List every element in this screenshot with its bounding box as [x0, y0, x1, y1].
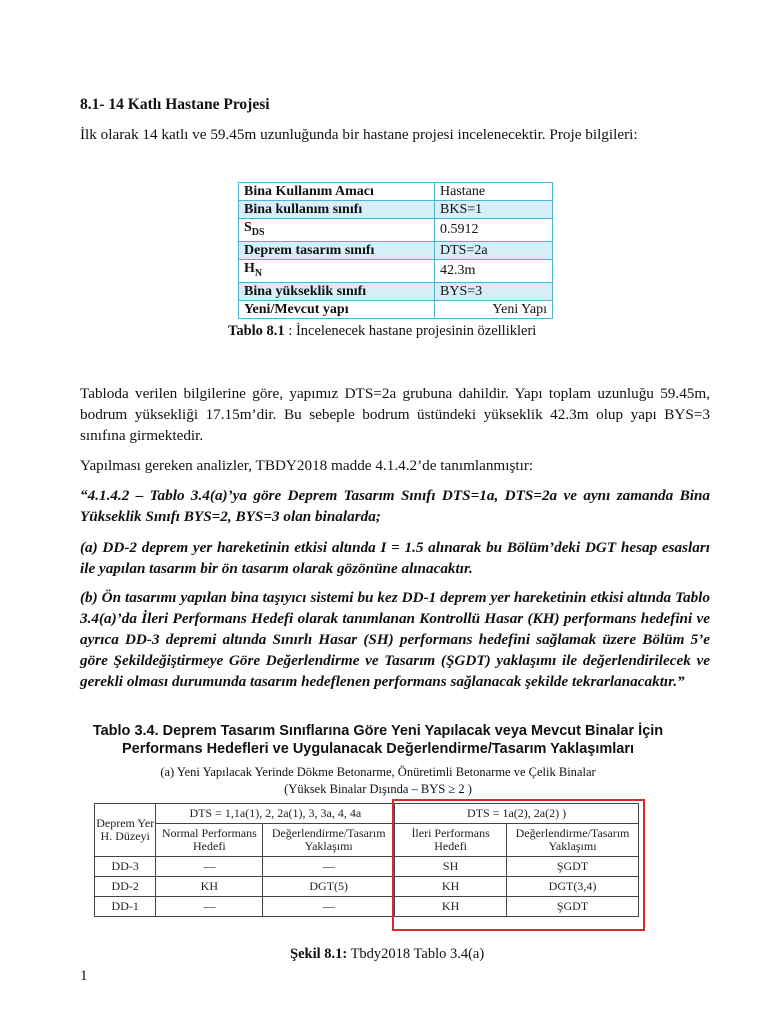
table-cell: KH: [395, 897, 507, 917]
figure-subtitle-line1: (a) Yeni Yapılacak Yerinde Dökme Betonarme, Önüretimli Betonarme ve Çelik Binalar: [160, 765, 596, 779]
section-heading: 8.1- 14 Katlı Hastane Projesi: [80, 96, 270, 113]
table-cell: SH: [395, 857, 507, 877]
analysis-paragraph: Tabloda verilen bilgilerine göre, yapımız DTS=2a grubuna dahildir. Yapı toplam uzunluğu 59.45m, bodrum yüksekliği 17.15m’dir. Bu sebeple bodrum üstündeki yükseklik 42.3m olup yapı BYS=3 sınıfına girmektedir.: [80, 385, 710, 444]
key-main: H: [244, 260, 255, 276]
table-cell: —: [263, 857, 395, 877]
table-key: Bina Kullanım Amacı: [239, 183, 435, 201]
key-subscript: DS: [251, 226, 265, 238]
intro-paragraph: İlk olarak 14 katlı ve 59.45m uzunluğunda bir hastane projesi incelenecektir. Proje bilgileri:: [80, 126, 638, 143]
table-value: BKS=1: [435, 201, 553, 219]
table-cell: DGT(3,4): [507, 877, 639, 897]
table-cell: —: [263, 897, 395, 917]
project-properties-table: [238, 182, 553, 319]
subheader-normal-target: Normal Performans Hedefi: [156, 824, 263, 857]
table-value: BYS=3: [435, 282, 553, 300]
table-row: [239, 201, 553, 219]
table-caption: [228, 323, 536, 340]
table-key: Bina kullanım sınıfı: [239, 201, 435, 219]
subheader-eval-approach: Değerlendirme/Tasarım Yaklaşımı: [263, 824, 395, 857]
figure-caption-text: Tbdy2018 Tablo 3.4(a): [347, 946, 485, 962]
table-value: 42.3m: [435, 259, 553, 282]
table-cell-level: DD-3: [95, 857, 156, 877]
figure-caption-label: Şekil 8.1:: [290, 946, 348, 962]
table-value: Hastane: [435, 183, 553, 201]
code-quote-a: (a) DD-2 deprem yer hareketinin etkisi altında I = 1.5 alınarak bu Bölüm’deki DGT hesap esasları ile yapılan tasarım bir ön tasarım olarak gözönüne alınacaktır.: [80, 539, 710, 577]
highlight-box: [392, 799, 645, 931]
table-key: Yeni/Mevcut yapı: [239, 300, 435, 318]
table-cell: —: [156, 857, 263, 877]
page-number: 1: [80, 968, 88, 984]
table-key: [239, 259, 435, 282]
level-header: Deprem Yer H. Düzeyi: [95, 804, 156, 857]
table-value: 0.5912: [435, 219, 553, 242]
table-key: Deprem tasarım sınıfı: [239, 241, 435, 259]
table-cell: KH: [156, 877, 263, 897]
table-row: [239, 300, 553, 318]
figure-title-line2: Performans Hedefleri ve Uygulanacak Değerlendirme/Tasarım Yaklaşımları: [121, 741, 635, 757]
table-cell: —: [156, 897, 263, 917]
code-quote-intro: “4.1.4.2 – Tablo 3.4(a)’ya göre Deprem Tasarım Sınıfı DTS=1a, DTS=2a ve aynı zamanda Bina Yükseklik Sınıfı BYS=2, BYS=3 olan binalarda;: [80, 487, 710, 525]
table-cell-level: DD-1: [95, 897, 156, 917]
table-value: Yeni Yapı: [435, 300, 553, 318]
table-value: DTS=2a: [435, 241, 553, 259]
table-caption-text: : İncelenecek hastane projesinin özellikleri: [284, 323, 537, 339]
subheader-eval-approach-2: Değerlendirme/Tasarım Yaklaşımı: [507, 824, 639, 857]
subheader-advanced-target: İleri Performans Hedefi: [395, 824, 507, 857]
table-cell: DGT(5): [263, 877, 395, 897]
key-main: S: [244, 220, 252, 235]
table-row: [239, 282, 553, 300]
table-key: Bina yükseklik sınıfı: [239, 282, 435, 300]
figure-subtitle-line2: (Yüksek Binalar Dışında – BYS ≥ 2 ): [284, 782, 472, 796]
figure-title-line1: Tablo 3.4. Deprem Tasarım Sınıflarına Göre Yeni Yapılacak veya Mevcut Binalar İçin: [92, 723, 664, 739]
key-subscript: N: [254, 267, 263, 279]
table-cell-level: DD-2: [95, 877, 156, 897]
table-row: [239, 259, 553, 282]
table-key: [239, 219, 435, 242]
table-cell: ŞGDT: [507, 857, 639, 877]
table-row: [239, 183, 553, 201]
requirement-paragraph: Yapılması gereken analizler, TBDY2018 madde 4.1.4.2’de tanımlanmıştır:: [80, 457, 534, 474]
code-quote-b: (b) Ön tasarımı yapılan bina taşıyıcı sistemi bu kez DD-1 deprem yer hareketinin etkisi altında Tablo 3.4(a)’da İleri Performans Hedefi olarak tanımlanan Kontrollü Hasar (KH) performans hedefini ve ayrıca DD-3 depremi altında Sınırlı Hasar (SH) performans hedefini sağlamak üzere Bölüm 5’e göre Şekildeğiştirmeye Göre Değerlendirme ve Tasarım (ŞGDT) yaklaşımı ile değerlendirilecek ve gerekli olması durumunda tasarım hedeflenen performans sağlanacak şekilde tekrarlanacaktır.”: [80, 589, 710, 690]
table-row: [239, 241, 553, 259]
table-row: [239, 219, 553, 242]
group-header-normal: DTS = 1,1a(1), 2, 2a(1), 3, 3a, 4, 4a: [156, 804, 395, 824]
table-cell: ŞGDT: [507, 897, 639, 917]
group-header-advanced: DTS = 1a(2), 2a(2) ): [395, 804, 639, 824]
table-cell: KH: [395, 877, 507, 897]
table-caption-label: Tablo 8.1: [228, 323, 285, 339]
figure-caption: [290, 946, 484, 963]
